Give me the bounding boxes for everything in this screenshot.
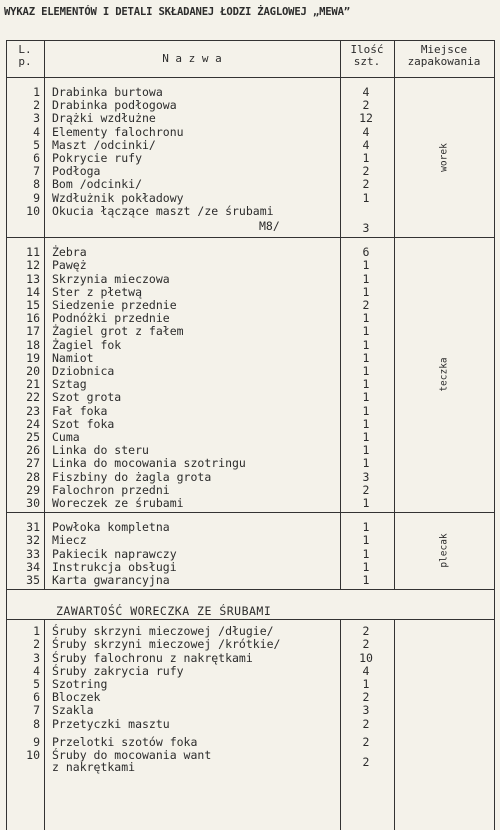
document-title: WYKAZ ELEMENTÓW I DETALI SKŁADANEJ ŁODZI ŻAGLOWEJ „MEWA”	[4, 6, 350, 18]
item-quantity: 1	[362, 337, 370, 352]
rule-place	[394, 40, 395, 589]
row-number: 9	[33, 734, 40, 749]
item-name: Karta gwarancyjna	[52, 573, 170, 587]
item-quantity: 4	[362, 663, 370, 678]
header-bottom-rule	[6, 77, 494, 78]
row-number: 34	[26, 559, 40, 574]
item-quantity: 2	[362, 690, 370, 705]
rule-lp	[44, 40, 45, 589]
row-number: 13	[26, 271, 40, 286]
item-quantity: 4	[362, 137, 370, 152]
header-miejsce: Miejsce zapakowania	[407, 43, 481, 68]
item-name: Sztag	[52, 377, 87, 392]
row-number: 8	[33, 177, 40, 192]
item-name: Wzdłużnik pokładowy	[52, 190, 184, 205]
item-name: Śruby skrzyni mieczowej /krótkie/	[52, 637, 281, 652]
item-name: Fiszbiny do żagla grota	[52, 469, 212, 484]
item-name: Okucia łączące maszt /ze śrubami	[52, 203, 274, 218]
row-number: 33	[26, 546, 40, 561]
header-nazwa: N a z w a	[162, 52, 222, 65]
item-quantity: 1	[362, 311, 370, 326]
item-name: Śruby falochronu z nakrętkami	[52, 650, 253, 665]
row-number: 28	[26, 469, 40, 484]
item-name: Śruby do mocowania want	[52, 748, 212, 762]
item-quantity: 2	[362, 716, 370, 731]
item-name: Szot grota	[52, 390, 122, 405]
item-name: Szakla	[52, 703, 94, 718]
item-quantity: 1	[362, 350, 370, 365]
row-number: 5	[33, 677, 40, 691]
row-number: 22	[26, 390, 40, 405]
item-quantity: 2	[362, 164, 370, 179]
item-quantity: 1	[362, 416, 370, 431]
row-number: 17	[26, 324, 40, 339]
item-name: Podnóżki przednie	[52, 311, 170, 326]
item-quantity: 2	[362, 98, 370, 113]
item-name: Przelotki szotów foka	[52, 734, 198, 749]
row-number: 31	[26, 520, 40, 535]
item-quantity: 1	[362, 324, 370, 339]
row-number: 29	[26, 482, 40, 497]
row-number: 14	[26, 284, 40, 299]
rule-lp-2	[44, 619, 45, 830]
item-quantity: 1	[362, 151, 370, 165]
row-number: 15	[26, 298, 40, 312]
row-number: 3	[33, 650, 40, 665]
item-quantity: 10	[359, 650, 373, 665]
row-number: 11	[26, 245, 40, 260]
item-quantity: 1	[362, 430, 370, 444]
item-quantity: 2	[362, 637, 370, 652]
row-number: 16	[26, 311, 40, 326]
row-number: 6	[33, 151, 40, 165]
row-number: 6	[33, 690, 40, 705]
item-name: Woreczek ze śrubami	[52, 496, 184, 510]
item-quantity: 2	[362, 482, 370, 497]
item-quantity: 1	[362, 559, 370, 574]
item-quantity: 1	[362, 271, 370, 286]
rule-qty-2	[340, 619, 341, 830]
rule-qty	[340, 40, 341, 589]
item-quantity: 1	[362, 546, 370, 561]
row-number: 24	[26, 416, 40, 431]
section-title: ZAWARTOŚĆ WORECZKA ZE ŚRUBAMI	[56, 604, 272, 619]
row-number: 4	[33, 124, 40, 139]
header-lp: L. p.	[18, 43, 32, 68]
item-quantity: 1	[362, 284, 370, 299]
item-quantity: 4	[362, 124, 370, 139]
group-bottom-rule	[6, 237, 494, 238]
item-name: Linka do steru	[52, 443, 149, 458]
item-name: Drabinka burtowa	[52, 85, 163, 99]
row-number: 9	[33, 190, 40, 205]
row-number: 35	[26, 573, 40, 587]
item-name: Falochron przedni	[52, 482, 170, 497]
item-name: Miecz	[52, 533, 87, 548]
row-number: 2	[33, 98, 40, 113]
item-quantity: 2	[362, 755, 370, 770]
packing-place: worek	[438, 142, 450, 172]
row-number: 20	[26, 364, 40, 378]
item-quantity: 2	[362, 624, 370, 639]
packing-place: plecak	[438, 533, 450, 568]
item-name: Żagiel fok	[52, 337, 122, 352]
item-quantity: 1	[362, 573, 370, 587]
item-quantity: 3	[362, 703, 370, 718]
item-name: Fał foka	[52, 403, 108, 418]
row-number: 25	[26, 430, 40, 444]
item-name: Elementy falochronu	[52, 124, 184, 139]
item-quantity: 3	[362, 221, 370, 235]
item-quantity: 6	[362, 245, 370, 260]
row-number: 30	[26, 496, 40, 510]
row-number: 2	[33, 637, 40, 652]
item-quantity: 2	[362, 298, 370, 312]
item-name: Pokrycie rufy	[52, 151, 143, 165]
item-quantity: 1	[362, 377, 370, 392]
row-number: 1	[33, 624, 40, 639]
item-name: Ster z płetwą	[52, 284, 143, 299]
item-quantity: 3	[362, 469, 370, 484]
row-number: 10	[26, 203, 40, 218]
item-name: Żebra	[52, 245, 87, 260]
row-number: 19	[26, 350, 40, 365]
item-name: Powłoka kompletna	[52, 520, 170, 535]
item-name: Śruby skrzyni mieczowej /długie/	[52, 624, 274, 639]
packing-place: teczka	[438, 357, 450, 392]
item-name: Żagiel grot z fałem	[52, 324, 184, 339]
row-number: 21	[26, 377, 40, 392]
row-number: 27	[26, 456, 40, 471]
section-rule	[6, 619, 494, 620]
item-quantity: 1	[362, 496, 370, 510]
row-number: 8	[33, 716, 40, 731]
item-quantity: 2	[362, 177, 370, 192]
row-number: 7	[33, 164, 40, 179]
item-name: Cuma	[52, 430, 80, 444]
group-bottom-rule	[6, 589, 494, 590]
item-quantity: 1	[362, 456, 370, 471]
table-top-rule	[6, 40, 494, 41]
item-name: Szotring	[52, 677, 108, 691]
item-quantity: 1	[362, 190, 370, 205]
row-number: 4	[33, 663, 40, 678]
rule-right	[494, 40, 495, 830]
item-name-cont: z nakrętkami	[52, 760, 136, 775]
item-name: Skrzynia mieczowa	[52, 271, 170, 286]
row-number: 10	[26, 748, 40, 762]
item-name-cont: M8/	[259, 219, 280, 233]
item-quantity: 4	[362, 85, 370, 99]
row-number: 5	[33, 137, 40, 152]
row-number: 23	[26, 403, 40, 418]
item-name: Bom /odcinki/	[52, 177, 143, 192]
item-name: Linka do mocowania szotringu	[52, 456, 246, 471]
item-name: Szot foka	[52, 416, 115, 431]
header-ilosc: Ilość szt.	[350, 43, 384, 68]
item-quantity: 1	[362, 364, 370, 378]
row-number: 1	[33, 85, 40, 99]
item-quantity: 2	[362, 734, 370, 749]
item-name: Drążki wzdłużne	[52, 111, 156, 126]
item-name: Drabinka podłogowa	[52, 98, 177, 113]
group-bottom-rule	[6, 512, 494, 513]
row-number: 12	[26, 258, 40, 273]
item-quantity: 1	[362, 677, 370, 691]
row-number: 26	[26, 443, 40, 458]
item-name: Pawęż	[52, 258, 87, 273]
item-quantity: 1	[362, 533, 370, 548]
item-quantity: 12	[359, 111, 373, 126]
rule-left	[6, 40, 7, 830]
item-name: Dziobnica	[52, 364, 115, 378]
item-quantity: 1	[362, 520, 370, 535]
row-number: 7	[33, 703, 40, 718]
rule-place-2	[394, 619, 395, 830]
item-name: Maszt /odcinki/	[52, 137, 156, 152]
item-name: Pakiecik naprawczy	[52, 546, 177, 561]
row-number: 32	[26, 533, 40, 548]
row-number: 18	[26, 337, 40, 352]
item-name: Siedzenie przednie	[52, 298, 177, 312]
item-quantity: 1	[362, 443, 370, 458]
item-name: Podłoga	[52, 164, 101, 179]
item-name: Śruby zakrycia rufy	[52, 663, 184, 678]
item-name: Bloczek	[52, 690, 101, 705]
item-name: Instrukcja obsługi	[52, 559, 177, 574]
row-number: 3	[33, 111, 40, 126]
item-name: Namiot	[52, 350, 94, 365]
item-name: Przetyczki masztu	[52, 716, 170, 731]
item-quantity: 1	[362, 390, 370, 405]
item-quantity: 1	[362, 403, 370, 418]
item-quantity: 1	[362, 258, 370, 273]
